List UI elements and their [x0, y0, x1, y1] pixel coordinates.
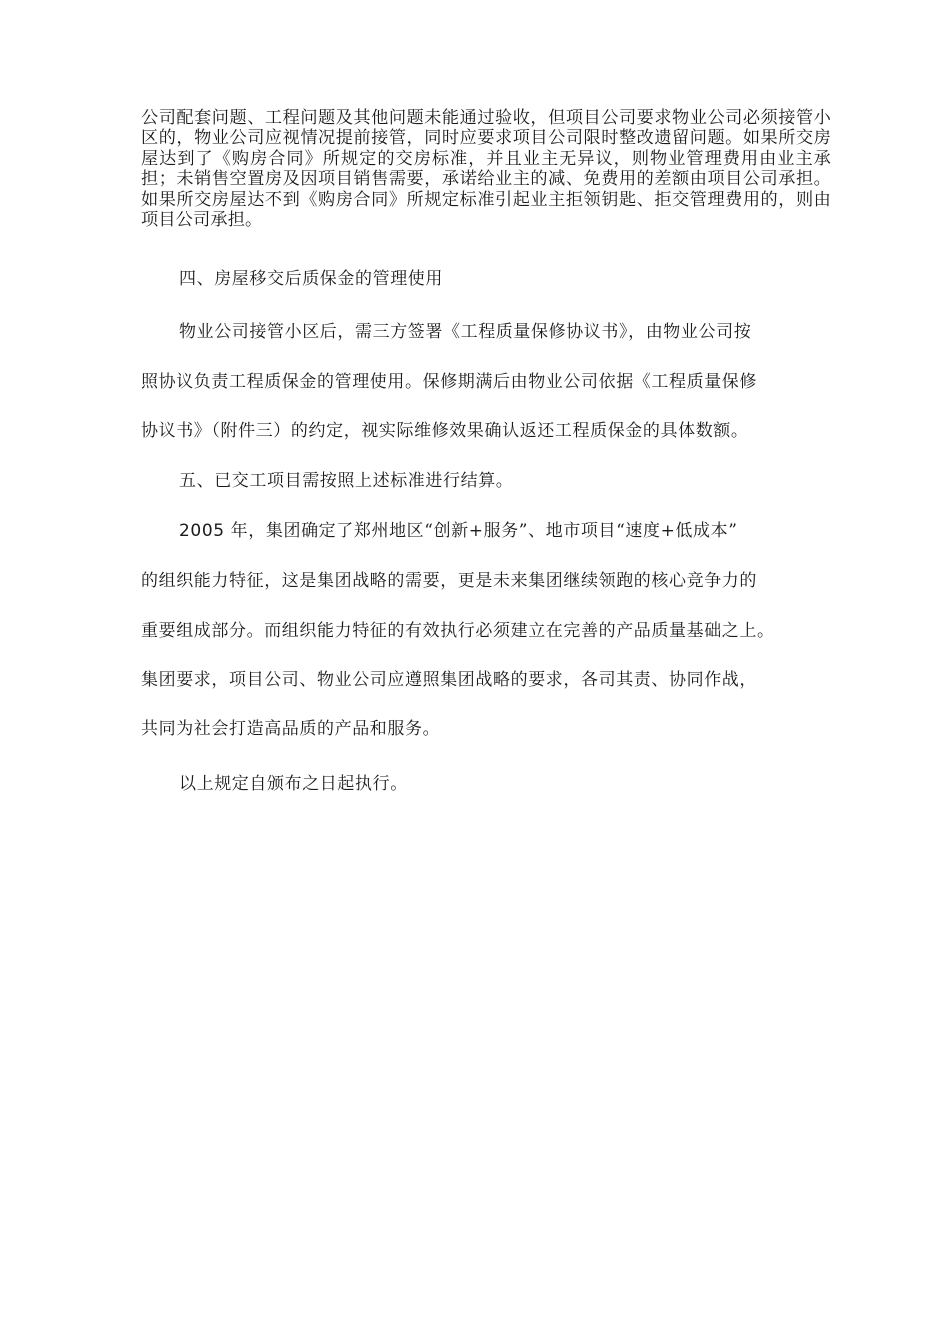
closing-line-3: 重要组成部分。而组织能力特征的有效执行必须建立在完善的产品质量基础之上。 — [141, 621, 775, 641]
section-4-heading: 四、房屋移交后质保金的管理使用 — [179, 269, 443, 289]
closing-year: 2005 — [179, 521, 225, 541]
intro-paragraph: 公司配套问题、工程问题及其他问题未能通过验收，但项目公司要求物业公司必须接管小区的，物业公司应视情况提前接管，同时应要求项目公司限时整改遗留问题。如果所交房屋达到了《购房合同》所规定的交房标准，并且业主无异议，则物业管理费用由业主承担；未销售空置房及因项目销售需要，承诺给业主的减、免费用的差额由项目公司承担。如果所交房屋达不到《购房合同》所规定标准引起业主拒领钥匙、拒交管理费用的，则由项目公司承担。 — [141, 108, 831, 231]
closing-line-1-text: 年，集团确定了郑州地区“创新+服务”、地市项目“速度+低成本” — [224, 521, 738, 541]
section-4-line-2: 照协议负责工程质保金的管理使用。保修期满后由物业公司依据《工程质量保修 — [141, 372, 757, 392]
section-4-line-3: 协议书》（附件三）的约定，视实际维修效果确认返还工程质保金的具体数额。 — [141, 421, 749, 441]
closing-line-1 — [179, 516, 738, 541]
final-line: 以上规定自颁布之日起执行。 — [179, 774, 408, 794]
closing-line-5: 共同为社会打造高品质的产品和服务。 — [141, 719, 441, 739]
closing-line-2: 的组织能力特征，这是集团战略的需要，更是未来集团继续领跑的核心竞争力的 — [141, 571, 757, 591]
closing-line-4: 集团要求，项目公司、物业公司应遵照集团战略的要求，各司其责、协同作战， — [141, 670, 757, 690]
section-5-heading: 五、已交工项目需按照上述标准进行结算。 — [179, 471, 514, 491]
section-4-line-1: 物业公司接管小区后，需三方签署《工程质量保修协议书》，由物业公司按 — [179, 322, 752, 342]
